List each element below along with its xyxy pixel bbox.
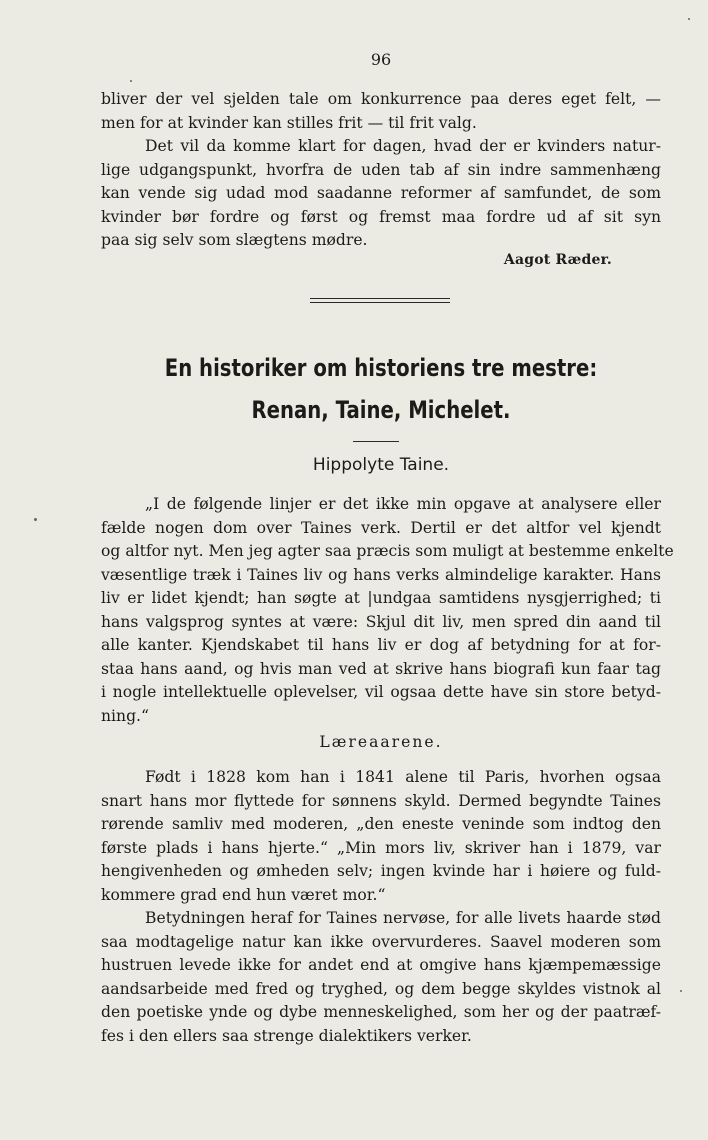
text-line: lige udgangspunkt, hvorfra de uden tab af sin indre sammenhæng [101, 160, 661, 179]
text-line: men for at kvinder kan stilles frit — til frit valg. [101, 113, 477, 132]
text-line: hustruen levede ikke for andet end at omgive hans kjæmpemæssige [101, 956, 661, 974]
text-line: snart hans mor flyttede for sønnens skyld. Dermed begyndte Taines [101, 791, 661, 810]
body-paragraph-significance [101, 907, 661, 1048]
text-line: aandsarbeide med fred og tryghed, og dem begge skyldes vistnok al [101, 979, 661, 998]
author-signature: Aagot Ræder. [503, 252, 612, 268]
title-divider-rule [353, 441, 399, 442]
text-line: hengivenheden og ømheden selv; ingen kvinde har i høiere og fuld- [101, 862, 661, 880]
intro-quote-paragraph [101, 493, 674, 728]
text-line: rørende samliv med moderen, „den eneste veninde som indtog den [101, 815, 661, 833]
text-line: saa modtagelige natur kan ikke overvurderes. Saavel moderen som [101, 932, 661, 951]
page-number: 96 [370, 50, 392, 69]
text-line: hans valgsprog syntes at være: Skjul dit liv, men spred din aand til [101, 612, 661, 631]
text-line: bliver der vel sjelden tale om konkurrence paa deres eget felt, — [101, 90, 661, 108]
text-line: første plads i hans hjerte.“ „Min mors liv, skriver han i 1879, var [101, 838, 661, 857]
text-line: Betydningen heraf for Taines nervøse, for alle livets haarde stød [145, 909, 661, 927]
text-line: ning.“ [101, 706, 149, 725]
paper-speck [130, 80, 132, 82]
text-line: staa hans aand, og hvis man ved at skrive hans biografi kun faar tag [101, 659, 661, 678]
text-line: Født i 1828 kom han i 1841 alene til Paris, hvorhen ogsaa [145, 768, 661, 786]
section-heading: Læreaarene. [319, 733, 443, 751]
paper-speck [688, 18, 690, 20]
article-separator-rule [310, 298, 450, 303]
text-line: væsentlige træk i Taines liv og hans verks almindelige karakter. Hans [101, 565, 661, 584]
text-line: og altfor nyt. Men jeg agter saa præcis som muligt at bestemme enkelte [101, 542, 674, 560]
paper-speck [34, 518, 37, 521]
text-line: kan vende sig udad mod saadanne reformer af samfundet, de som [101, 184, 661, 202]
text-line: paa sig selv som slægtens mødre. [101, 231, 368, 249]
closing-paragraphs-previous-article [101, 88, 661, 253]
paper-speck [680, 990, 682, 992]
text-line: kommere grad end hun været mor.“ [101, 885, 386, 904]
article-title-line-2: Renan, Taine, Michelet. [251, 396, 511, 424]
article-subheading: Hippolyte Taine. [312, 455, 450, 475]
text-line: kvinder bør fordre og først og fremst maa fordre ud af sit syn [101, 207, 661, 226]
text-line: „I de følgende linjer er det ikke min opgave at analysere eller [145, 495, 661, 513]
text-line: fes i den ellers saa strenge dialektikers verker. [101, 1026, 472, 1045]
text-line: fælde nogen dom over Taines verk. Dertil er det altfor vel kjendt [101, 518, 661, 537]
text-line: alle kanter. Kjendskabet til hans liv er dog af betydning for at for- [101, 636, 661, 654]
text-line: den poetiske ynde og dybe menneskelighed, som her og der paatræf- [101, 1003, 661, 1021]
text-line: i nogle intellektuelle oplevelser, vil ogsaa dette have sin store betyd- [101, 683, 661, 701]
body-paragraph-early-years [101, 766, 661, 907]
article-title-line-1: En historiker om historiens tre mestre: [164, 354, 598, 382]
text-line: liv er lidet kjendt; han søgte at |undgaa samtidens nysgjerrighed; ti [101, 589, 661, 607]
text-line: Det vil da komme klart for dagen, hvad der er kvinders natur- [145, 137, 661, 155]
